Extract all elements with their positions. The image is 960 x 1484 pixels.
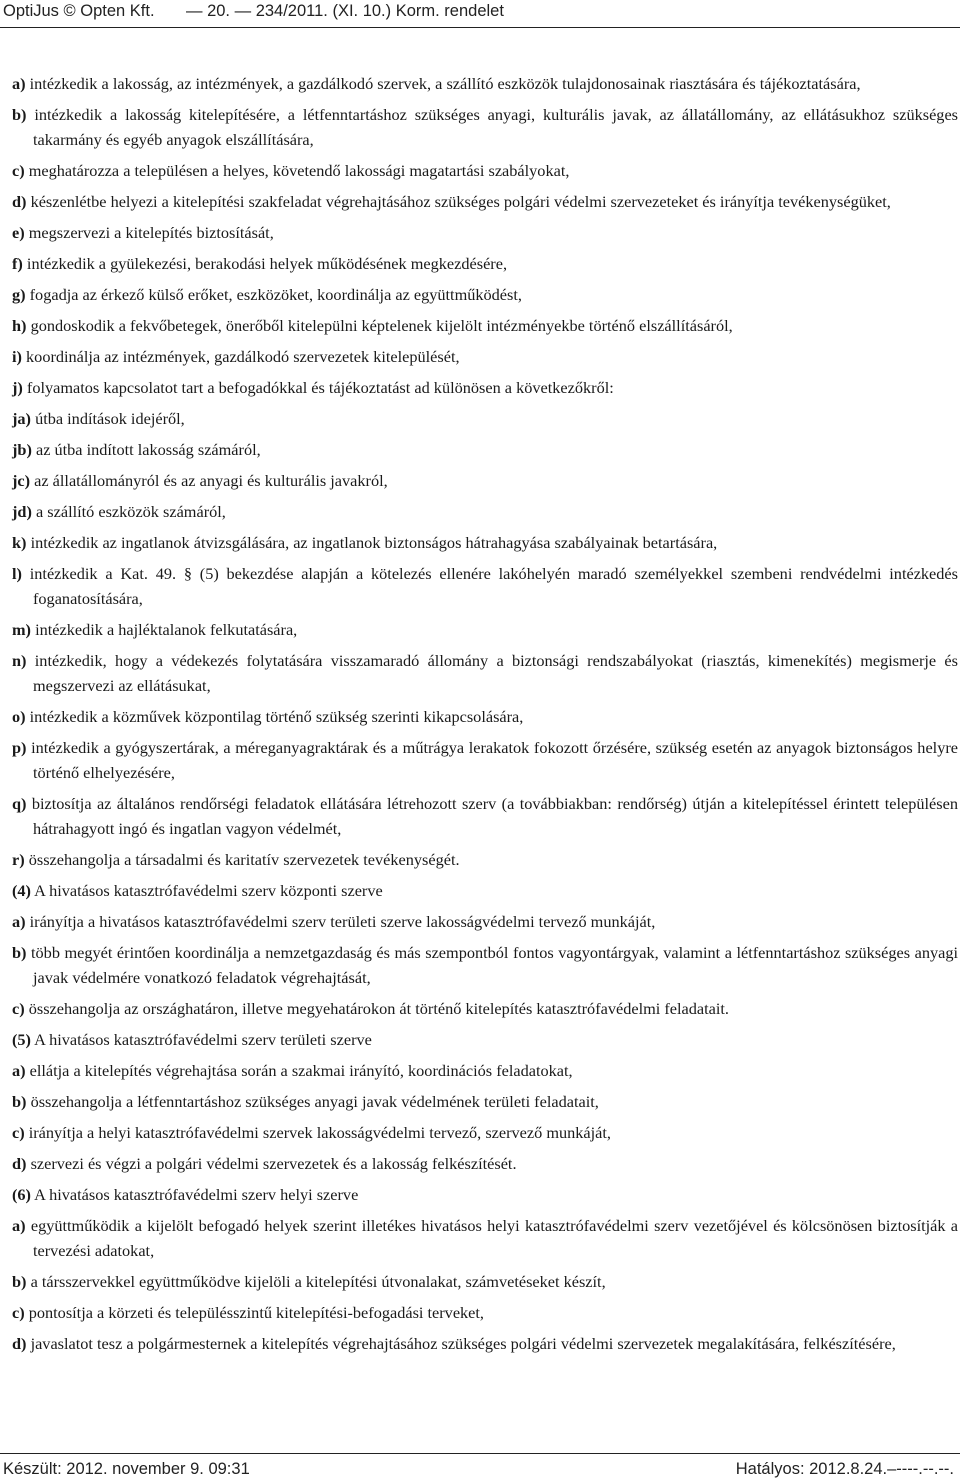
item-text: irányítja a hivatásos katasztrófavédelmi szerv területi szerve lakosságvédelmi tervező munkáját, (29, 912, 656, 931)
list-item (12, 1058, 958, 1083)
item-text: javaslatot tesz a polgármesternek a kitelepítés végrehajtásához szükséges polgári védelmi szervezetek megalakítására, felkészítésére, (30, 1334, 896, 1353)
header-divider (0, 27, 960, 28)
item-text: útba indítások idejéről, (35, 409, 185, 428)
item-label: k) (12, 533, 27, 552)
item-text: meghatározza a településen a helyes, követendő lakossági magatartási szabályokat, (28, 161, 570, 180)
item-text: összehangolja a létfenntartáshoz szükséges anyagi javak védelmének területi feladatait, (30, 1092, 599, 1111)
item-label: a) (12, 74, 26, 93)
item-label: jd) (12, 502, 32, 521)
item-label: c) (12, 1123, 25, 1142)
item-label: d) (12, 1154, 27, 1173)
list-item (12, 1269, 958, 1294)
item-text: gondoskodik a fekvőbetegek, önerőből kitelepülni képtelenek kijelölt intézményekbe történő elszállításáról, (30, 316, 733, 335)
list-item (12, 648, 958, 698)
list-item (12, 220, 958, 245)
footer-divider (0, 1453, 960, 1454)
page-header (0, 0, 960, 26)
item-text: a szállító eszközök számáról, (35, 502, 226, 521)
item-text: pontosítja a körzeti és településszintű kitelepítési-befogadási terveket, (28, 1303, 485, 1322)
item-label: b) (12, 943, 27, 962)
list-item (12, 617, 958, 642)
item-label: j) (12, 378, 23, 397)
item-label: d) (12, 1334, 27, 1353)
item-label: a) (12, 1061, 26, 1080)
section-title: A hivatásos katasztrófavédelmi szerv központi szerve (34, 881, 383, 900)
list-item (12, 1300, 958, 1325)
item-text: intézkedik, hogy a védekezés folytatására visszamaradó állomány a biztonsági rendszabályokat (riasztás, kimenekítés) megismerje és megszervezi az ellátásukat, (33, 651, 958, 695)
list-item (12, 468, 958, 493)
section-6-items (12, 1213, 958, 1356)
list-item (12, 406, 958, 431)
section-5-items (12, 1058, 958, 1176)
item-text: intézkedik a lakosság kitelepítésére, a létfenntartáshoz szükséges anyagi, kulturális javak, az állatállomány, az ellátásukhoz szükséges takarmány és egyéb anyagok elszállítására, (33, 105, 959, 149)
item-label: m) (12, 620, 31, 639)
item-text: az útba indított lakosság számáról, (35, 440, 261, 459)
header-publisher: OptiJus © Opten Kft. (3, 2, 155, 20)
item-text: intézkedik a gyógyszertárak, a méreganyagraktárak és a műtrágya lerakatok fokozott őrzésére, szükség esetén az anyagok biztonságos helyre történő elhelyezésére, (31, 738, 958, 782)
item-label: d) (12, 192, 27, 211)
item-text: irányítja a helyi katasztrófavédelmi szervek lakosságvédelmi tervező, szervező munkáját, (28, 1123, 611, 1142)
item-label: b) (12, 1272, 27, 1291)
item-label: h) (12, 316, 27, 335)
item-text: több megyét érintően koordinálja a nemzetgazdaság és más szempontból fontos vagyontárgyak, valamint a létfenntartáshoz szükséges anyagi javak védelmére vonatkozó feladatok végrehajtását, (31, 943, 958, 987)
item-label: c) (12, 1303, 25, 1322)
item-label: a) (12, 1216, 26, 1235)
list-item (12, 499, 958, 524)
list-item (12, 189, 958, 214)
footer-effective: Hatályos: 2012.8.24.–----.--.--. (735, 1460, 954, 1478)
list-item (12, 282, 958, 307)
list-item (12, 791, 958, 841)
list-item (12, 1331, 958, 1356)
section-heading-6 (12, 1182, 958, 1207)
header-page-and-title: — 20. — 234/2011. (XI. 10.) Korm. rendelet (186, 2, 504, 20)
list-item (12, 313, 958, 338)
list-item (12, 71, 958, 96)
list-item (12, 375, 958, 400)
item-text: megszervezi a kitelepítés biztosítását, (28, 223, 274, 242)
item-text: a társszervekkel együttműködve kijelöli a kitelepítési útvonalakat, számvetéseket készít, (30, 1272, 606, 1291)
item-label: b) (12, 105, 27, 124)
document-body (12, 71, 958, 1362)
list-item (12, 1089, 958, 1114)
item-text: ellátja a kitelepítés végrehajtása során a szakmai irányító, koordinációs feladatokat, (29, 1061, 573, 1080)
item-text: folyamatos kapcsolatot tart a befogadókkal és tájékoztatást ad különösen a következőkről: (26, 378, 614, 397)
list-item (12, 996, 958, 1021)
list-item (12, 344, 958, 369)
section-4-items (12, 909, 958, 1021)
list-item (12, 561, 958, 611)
item-text: intézkedik a közművek központilag történő szükség szerinti kikapcsolására, (29, 707, 524, 726)
item-text: intézkedik az ingatlanok átvizsgálására, az ingatlanok biztonságos hátrahagyása szabályainak betartására, (30, 533, 718, 552)
list-item (12, 940, 958, 990)
item-text: az állatállományról és az anyagi és kulturális javakról, (34, 471, 388, 490)
list-item (12, 530, 958, 555)
item-label: c) (12, 999, 25, 1018)
item-label: b) (12, 1092, 27, 1111)
list-item (12, 158, 958, 183)
item-text: intézkedik a Kat. 49. § (5) bekezdése alapján a kötelezés ellenére lakóhelyén maradó személyekkel szembeni rendvédelmi intézkedés foganatosítására, (29, 564, 958, 608)
list-item (12, 1120, 958, 1145)
item-label: r) (12, 850, 25, 869)
item-label: jb) (12, 440, 32, 459)
item-label: i) (12, 347, 22, 366)
section-number: (6) (12, 1185, 31, 1204)
item-label: ja) (12, 409, 31, 428)
item-label: a) (12, 912, 26, 931)
item-text: intézkedik a gyülekezési, berakodási helyek működésének megkezdésére, (26, 254, 508, 273)
section-heading-5 (12, 1027, 958, 1052)
item-text: szervezi és végzi a polgári védelmi szervezetek és a lakosság felkészítését. (30, 1154, 517, 1173)
item-text: összehangolja az országhatáron, illetve megyehatárokon át történő kitelepítés katasztrófavédelmi feladatait. (28, 999, 729, 1018)
list-item (12, 847, 958, 872)
item-label: e) (12, 223, 25, 242)
item-label: jc) (12, 471, 31, 490)
item-label: n) (12, 651, 27, 670)
item-text: biztosítja az általános rendőrségi feladatok ellátására létrehozott szerv (a továbbiakban: rendőrség) útján a kitelepítéssel érintett településen hátrahagyott ingó és ingatlan vagyon védelmét, (31, 794, 958, 838)
list-item (12, 251, 958, 276)
list-item (12, 735, 958, 785)
section-number: (5) (12, 1030, 31, 1049)
section-heading-4 (12, 878, 958, 903)
item-text: együttműködik a kijelölt befogadó helyek szerint illetékes hivatásos helyi katasztrófavédelmi szerv vezetőjével és kölcsönösen biztosítják a tervezési adatokat, (30, 1216, 958, 1260)
footer-created: Készült: 2012. november 9. 09:31 (3, 1460, 250, 1478)
list-item (12, 102, 958, 152)
section-title: A hivatásos katasztrófavédelmi szerv területi szerve (34, 1030, 372, 1049)
item-label: g) (12, 285, 26, 304)
item-label: q) (12, 794, 27, 813)
item-list (12, 71, 958, 872)
section-title: A hivatásos katasztrófavédelmi szerv helyi szerve (34, 1185, 359, 1204)
item-label: l) (12, 564, 22, 583)
item-text: összehangolja a társadalmi és karitatív szervezetek tevékenységét. (28, 850, 460, 869)
list-item (12, 1213, 958, 1263)
item-text: intézkedik a hajléktalanok felkutatására, (35, 620, 298, 639)
item-label: o) (12, 707, 26, 726)
item-text: fogadja az érkező külső erőket, eszközöket, koordinálja az együttműködést, (29, 285, 522, 304)
section-number: (4) (12, 881, 31, 900)
item-label: p) (12, 738, 27, 757)
list-item (12, 1151, 958, 1176)
item-text: intézkedik a lakosság, az intézmények, a gazdálkodó szervek, a szállító eszközök tulajdonosainak riasztására és tájékoztatására, (29, 74, 861, 93)
list-item (12, 909, 958, 934)
list-item (12, 704, 958, 729)
item-text: készenlétbe helyezi a kitelepítési szakfeladat végrehajtásához szükséges polgári védelmi szervezeteket és irányítja tevékenységüket, (30, 192, 891, 211)
item-label: c) (12, 161, 25, 180)
item-label: f) (12, 254, 23, 273)
list-item (12, 437, 958, 462)
item-text: koordinálja az intézmények, gazdálkodó szervezetek kitelepülését, (26, 347, 460, 366)
